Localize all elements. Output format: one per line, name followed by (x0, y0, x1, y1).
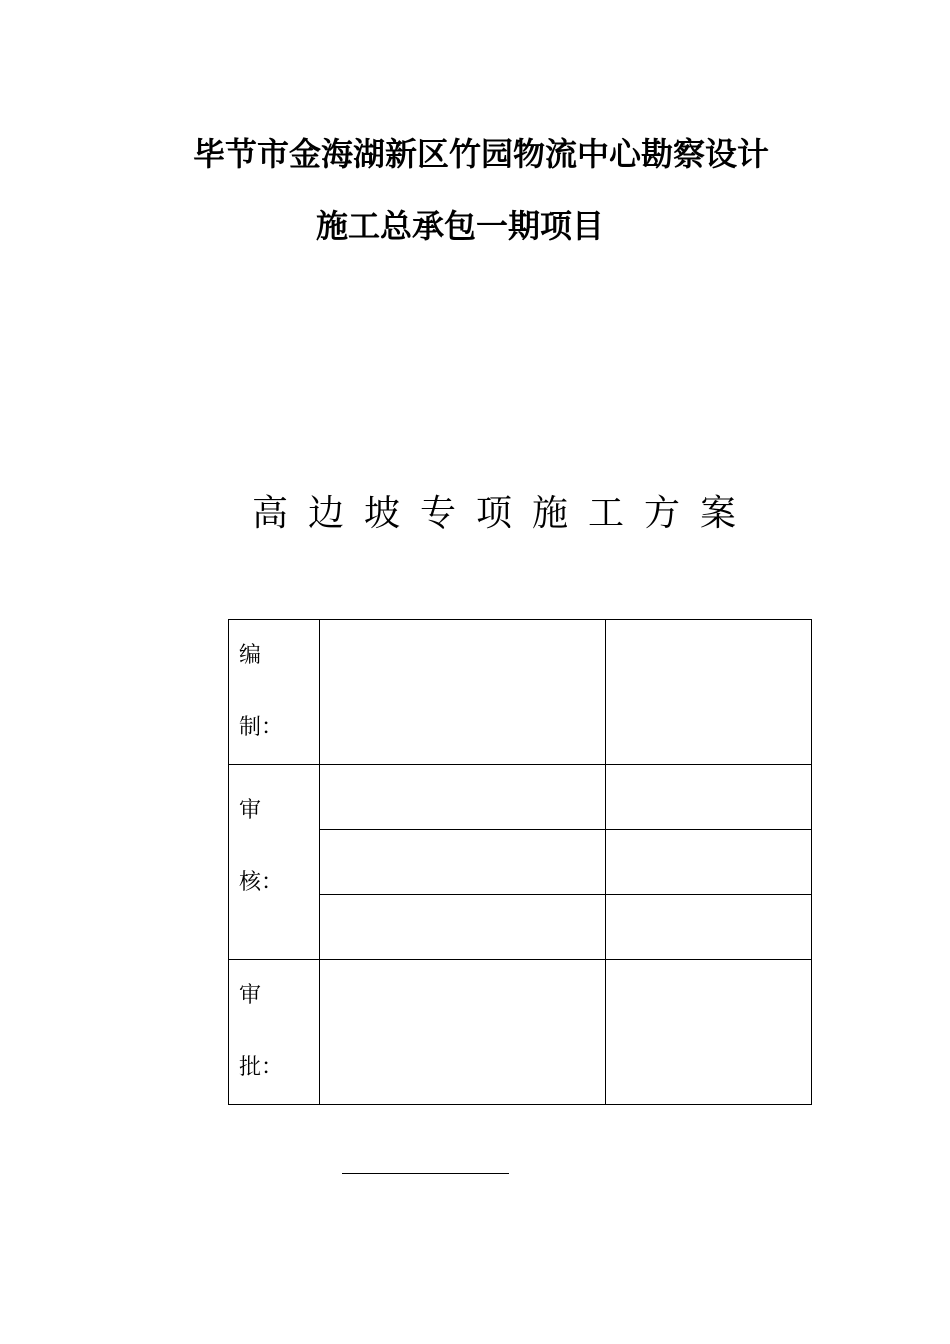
review-date-cell-1 (606, 765, 812, 830)
project-title-line-2: 施工总承包一期项目 (316, 207, 605, 245)
compile-label-cell (229, 620, 320, 765)
document-heading: 高边坡专项施工方案 (252, 493, 757, 534)
compile-label-char-2: 制： (239, 715, 284, 740)
review-name-cell-1 (319, 765, 605, 830)
review-name-cell-3 (319, 895, 605, 960)
compile-name-cell (319, 620, 605, 765)
compile-row (229, 620, 812, 765)
compile-label-char-1: 编 (239, 643, 262, 668)
signature-table (228, 619, 812, 1105)
approve-date-cell (606, 960, 812, 1105)
approve-label-cell (229, 960, 320, 1105)
review-row-1 (229, 765, 812, 830)
review-name-cell-2 (319, 830, 605, 895)
review-label-char-2: 核： (239, 870, 284, 895)
review-date-cell-3 (606, 895, 812, 960)
approve-name-cell (319, 960, 605, 1105)
review-label-cell (229, 765, 320, 960)
review-label-char-1: 审 (239, 798, 262, 823)
compile-date-cell (606, 620, 812, 765)
date-underline (342, 1173, 509, 1174)
approve-label-char-1: 审 (239, 983, 262, 1008)
review-date-cell-2 (606, 830, 812, 895)
project-title-line-1: 毕节市金海湖新区竹园物流中心勘察设计 (193, 135, 770, 173)
approve-label-char-2: 批： (239, 1055, 284, 1080)
approve-row (229, 960, 812, 1105)
